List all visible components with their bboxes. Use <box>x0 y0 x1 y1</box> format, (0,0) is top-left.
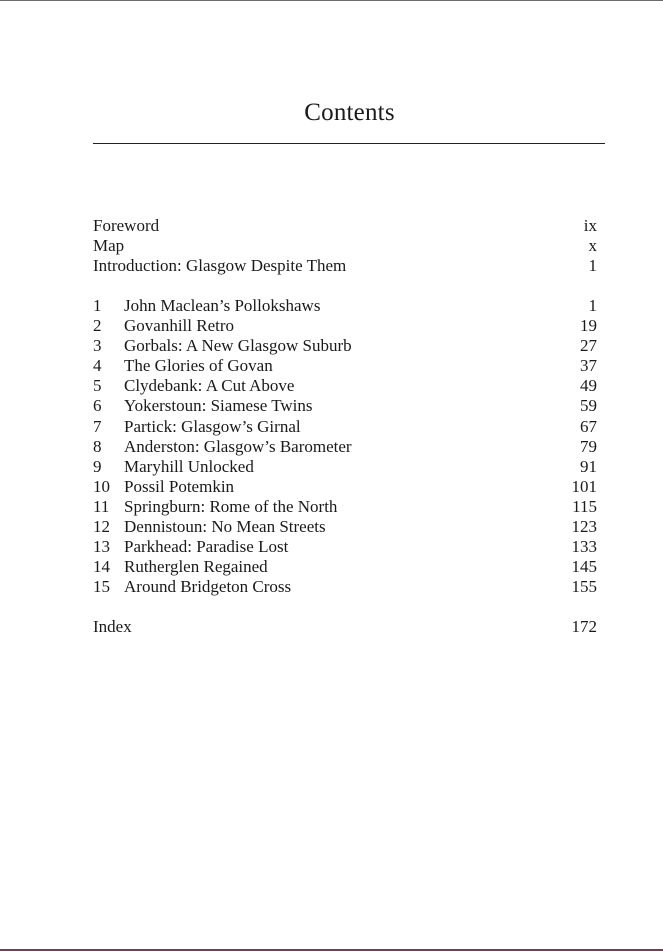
chapter-title: Dennistoun: No Mean Streets <box>124 517 326 537</box>
chapter-title: Rutherglen Regained <box>124 557 268 577</box>
chapter-title: Around Bridgeton Cross <box>124 577 292 597</box>
chapter-title: Yokerstoun: Siamese Twins <box>124 396 313 416</box>
chapter-number: 1 <box>93 296 102 315</box>
chapter-page: 145 <box>571 557 597 577</box>
chapter-list <box>93 296 597 597</box>
chapter-page: 67 <box>580 416 597 436</box>
chapter-title: Govanhill Retro <box>124 316 235 336</box>
front-matter-list <box>93 216 597 276</box>
chapter-page: 79 <box>580 436 597 456</box>
toc-entry-page: ix <box>583 216 597 235</box>
chapter-page: 123 <box>571 517 597 537</box>
chapter-number: 10 <box>93 476 110 496</box>
chapter-number: 14 <box>93 557 110 577</box>
chapter-number: 7 <box>93 416 102 436</box>
toc-chapter-3 <box>93 336 597 356</box>
toc-entry-map <box>93 236 597 256</box>
toc-chapter-7 <box>93 417 597 437</box>
toc-chapter-15 <box>93 577 597 597</box>
chapter-number: 2 <box>93 316 102 336</box>
toc-chapter-13 <box>93 537 597 557</box>
toc-chapter-2 <box>93 316 597 336</box>
chapter-title: Gorbals: A New Glasgow Suburb <box>124 336 352 356</box>
toc-entry-label: Map <box>93 236 125 256</box>
chapter-page: 1 <box>588 296 597 315</box>
chapter-page: 59 <box>580 396 597 416</box>
chapter-title: The Glories of Govan <box>124 356 273 376</box>
toc-chapter-14 <box>93 557 597 577</box>
page-title: Contents <box>304 99 395 126</box>
back-matter-list <box>93 617 597 637</box>
chapter-number: 5 <box>93 376 102 396</box>
chapter-number: 13 <box>93 537 110 557</box>
toc-entry-page: 1 <box>588 256 597 276</box>
chapter-page: 27 <box>580 336 597 356</box>
chapter-number: 4 <box>93 356 102 376</box>
toc-entry-introduction <box>93 256 597 276</box>
chapter-number: 15 <box>93 577 110 597</box>
toc-entry-label: Introduction: Glasgow Despite Them <box>93 256 347 276</box>
toc-chapter-6 <box>93 396 597 416</box>
chapter-number: 8 <box>93 436 102 456</box>
toc-entry-foreword <box>93 216 597 236</box>
chapter-page: 101 <box>571 476 597 496</box>
chapter-page: 49 <box>580 376 597 396</box>
chapter-number: 12 <box>93 517 110 537</box>
chapter-page: 37 <box>580 356 597 376</box>
chapter-number: 6 <box>93 396 102 416</box>
toc-entry-page: 172 <box>571 617 597 636</box>
toc-chapter-10 <box>93 477 597 497</box>
chapter-page: 133 <box>571 537 597 557</box>
chapter-title: Maryhill Unlocked <box>124 456 254 476</box>
chapter-number: 9 <box>93 456 102 476</box>
chapter-page: 19 <box>580 316 597 336</box>
toc-chapter-11 <box>93 497 597 517</box>
toc-chapter-1 <box>93 296 597 316</box>
chapter-number: 11 <box>93 496 110 516</box>
chapter-page: 115 <box>572 496 597 516</box>
toc-entry-page: x <box>588 236 597 256</box>
toc-entry-index <box>93 617 597 637</box>
toc-chapter-8 <box>93 437 597 457</box>
toc-chapter-12 <box>93 517 597 537</box>
chapter-page: 155 <box>571 577 597 597</box>
chapter-title: Anderston: Glasgow’s Barometer <box>124 436 352 456</box>
toc-chapter-9 <box>93 457 597 477</box>
toc-chapter-5 <box>93 376 597 396</box>
chapter-title: Partick: Glasgow’s Girnal <box>124 416 301 436</box>
toc-entry-label: Foreword <box>93 216 160 235</box>
chapter-page: 91 <box>580 456 597 476</box>
chapter-number: 3 <box>93 336 102 356</box>
chapter-title: Possil Potemkin <box>124 476 235 496</box>
title-rule <box>93 143 605 144</box>
chapter-title: Parkhead: Paradise Lost <box>124 537 289 557</box>
chapter-title: Springburn: Rome of the North <box>124 496 338 516</box>
chapter-title: John Maclean’s Pollokshaws <box>124 296 321 315</box>
chapter-title: Clydebank: A Cut Above <box>124 376 295 396</box>
toc-chapter-4 <box>93 356 597 376</box>
toc-entry-label: Index <box>93 617 132 636</box>
